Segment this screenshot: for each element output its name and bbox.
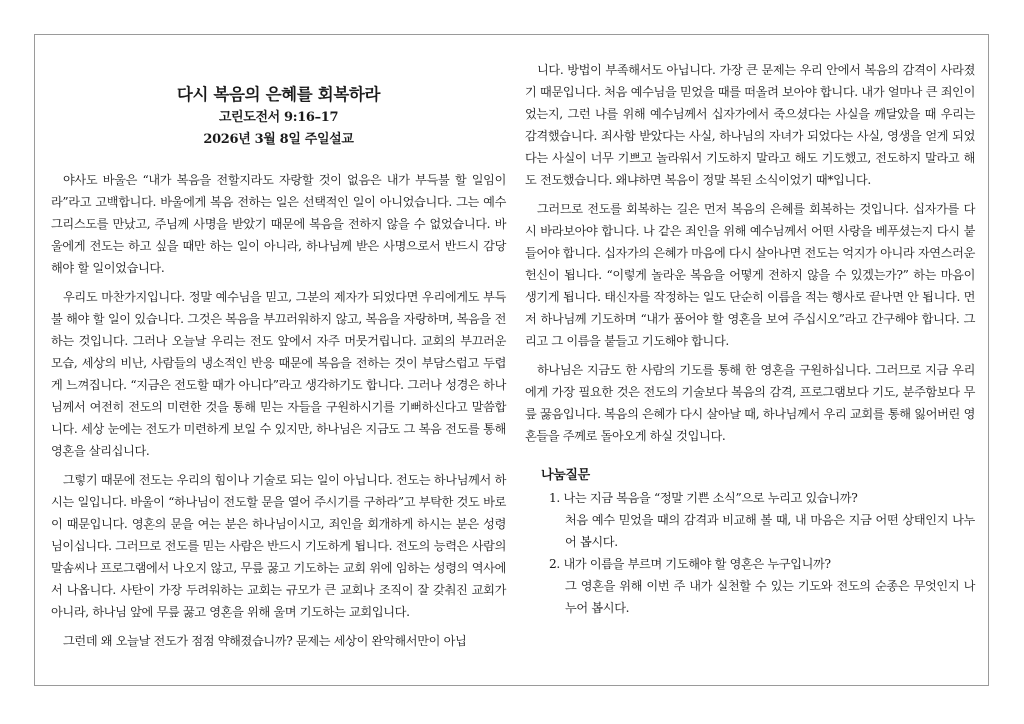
question-item <box>549 487 975 553</box>
right-column <box>525 59 975 619</box>
scripture-reference: 고린도전서 9:16–17 <box>218 110 339 125</box>
question-detail: 처음 예수 믿었을 때의 감격과 비교해 볼 때, 내 마음은 지금 어떤 상태인지 나누어 봅시다. <box>565 513 975 549</box>
paragraph: 야사도 바울은 “내가 복음을 전할지라도 자랑할 것이 없음은 내가 부득불 할 일임이라”라고 고백합니다. 바울에게 복음 전하는 일은 선택적인 일이 아니었습니다. 그는 예수 그리스도를 만났고, 주님께 사명을 받았기 때문에 복음을 전하지 않을 수 없었습니다. 바울에게 전도는 하고 싶을 때만 하는 일이 아니라, 하나님께 받은 사명으로서 반드시 감당해야 할 일이었습니다. <box>51 173 506 275</box>
discussion-questions <box>525 465 975 619</box>
page-title: 다시 복음의 은혜를 회복하라 <box>176 85 381 104</box>
question-detail: 그 영혼을 위해 이번 주 내가 실천할 수 있는 기도와 전도의 순종은 무엇인지 나누어 봅시다. <box>565 579 975 615</box>
paragraph: 그렇기 때문에 전도는 우리의 힘이나 기술로 되는 일이 아닙니다. 전도는 하나님께서 하시는 일입니다. 바울이 “하나님이 전도할 문을 열어 주시기를 구하라”고 부탁한 것도 바로 이 때문입니다. 영혼의 문을 여는 분은 하나님이시고, 죄인을 회개하게 하시는 분은 성령님이십니다. 그러므로 전도를 믿는 사람은 반드시 기도하게 됩니다. 전도의 능력은 사람의 말솜씨나 프로그램에서 나오지 않고, 무릎 꿇고 기도하는 교회 위에 임하는 성령의 역사에서 나옵니다. 사탄이 가장 두려워하는 교회는 규모가 큰 교회나 조직이 잘 갖춰진 교회가 아니라, 하나님 앞에 무릎 꿇고 영혼을 위해 울며 기도하는 교회입니다. <box>51 473 506 619</box>
sermon-page <box>34 34 989 686</box>
questions-heading: 나눔질문 <box>541 468 590 483</box>
question-text: 1. 나는 지금 복음을 “정말 기쁜 소식”으로 누리고 있습니까? <box>549 491 858 505</box>
paragraph: 우리도 마찬가지입니다. 정말 예수님을 믿고, 그분의 제자가 되었다면 우리에게도 부득불 해야 할 일이 있습니다. 그것은 복음을 부끄러워하지 않고, 복음을 자랑하며, 복음을 전하는 것입니다. 그러나 오늘날 우리는 전도 앞에서 자주 머뭇거립니다. 교회의 부끄러운 모습, 세상의 비난, 사람들의 냉소적인 반응 때문에 복음을 전하는 것이 부담스럽고 두렵게 느껴집니다. “지금은 전도할 때가 아니다”라고 생각하기도 합니다. 그러나 성경은 하나님께서 여전히 전도의 미련한 것을 통해 믿는 자들을 구원하시기를 기뻐하신다고 말씀합니다. 세상 눈에는 전도가 미련하게 보일 수 있지만, 하나님은 지금도 그 복음 전도를 통해 영혼을 살리십니다. <box>51 290 506 458</box>
paragraph: 그런데 왜 오늘날 전도가 점점 약해졌습니까? 문제는 세상이 완악해서만이 아닙 <box>63 634 467 648</box>
question-item <box>549 553 975 619</box>
paragraph: 그러므로 전도를 회복하는 길은 먼저 복음의 은혜를 회복하는 것입니다. 십자가를 다시 바라보아야 합니다. 나 같은 죄인을 위해 예수님께서 어떤 사랑을 베푸셨는지 다시 붙들어야 합니다. 십자가의 은혜가 마음에 다시 살아나면 전도는 억지가 아니라 자연스러운 헌신이 됩니다. “이렇게 놀라운 복음을 어떻게 전하지 않을 수 있겠는가?” 하는 마음이 생기게 됩니다. 태신자를 작정하는 일도 단순히 이름을 적는 행사로 끝나면 안 됩니다. 먼저 하나님께 기도하며 “내가 품어야 할 영혼을 보여 주십시오”라고 간구해야 합니다. 그리고 그 이름을 붙들고 기도해야 합니다. <box>525 202 975 348</box>
sermon-date: 2026년 3월 8일 주일설교 <box>203 132 354 147</box>
question-text: 2. 내가 이름을 부르며 기도해야 할 영혼은 누구입니까? <box>549 557 831 571</box>
paragraph: 하나님은 지금도 한 사람의 기도를 통해 한 영혼을 구원하십니다. 그러므로 지금 우리에게 가장 필요한 것은 전도의 기술보다 복음의 감격, 프로그램보다 기도, 분주함보다 무릎 꿇음입니다. 복음의 은혜가 다시 살아날 때, 하나님께서 우리 교회를 통해 잃어버린 영혼들을 주께로 돌아오게 하실 것입니다. <box>525 363 975 443</box>
paragraph: 니다. 방법이 부족해서도 아닙니다. 가장 큰 문제는 우리 안에서 복음의 감격이 사라졌기 때문입니다. 처음 예수님을 믿었을 때를 떠올려 보아야 합니다. 내가 얼마나 큰 죄인이었는지, 그런 나를 위해 예수님께서 십자가에서 죽으셨다는 사실을 깨달았을 때 우리는 감격했습니다. 죄사함 받았다는 사실, 하나님의 자녀가 되었다는 사실, 영생을 얻게 되었다는 사실이 너무 기쁘고 놀라워서 기도하지 말라고 해도 기도했고, 전도하지 말라고 해도 전도했습니다. 왜냐하면 복음이 정말 복된 소식이었기 때*입니다. <box>525 63 975 187</box>
left-column <box>51 57 506 659</box>
document-header <box>51 83 506 151</box>
